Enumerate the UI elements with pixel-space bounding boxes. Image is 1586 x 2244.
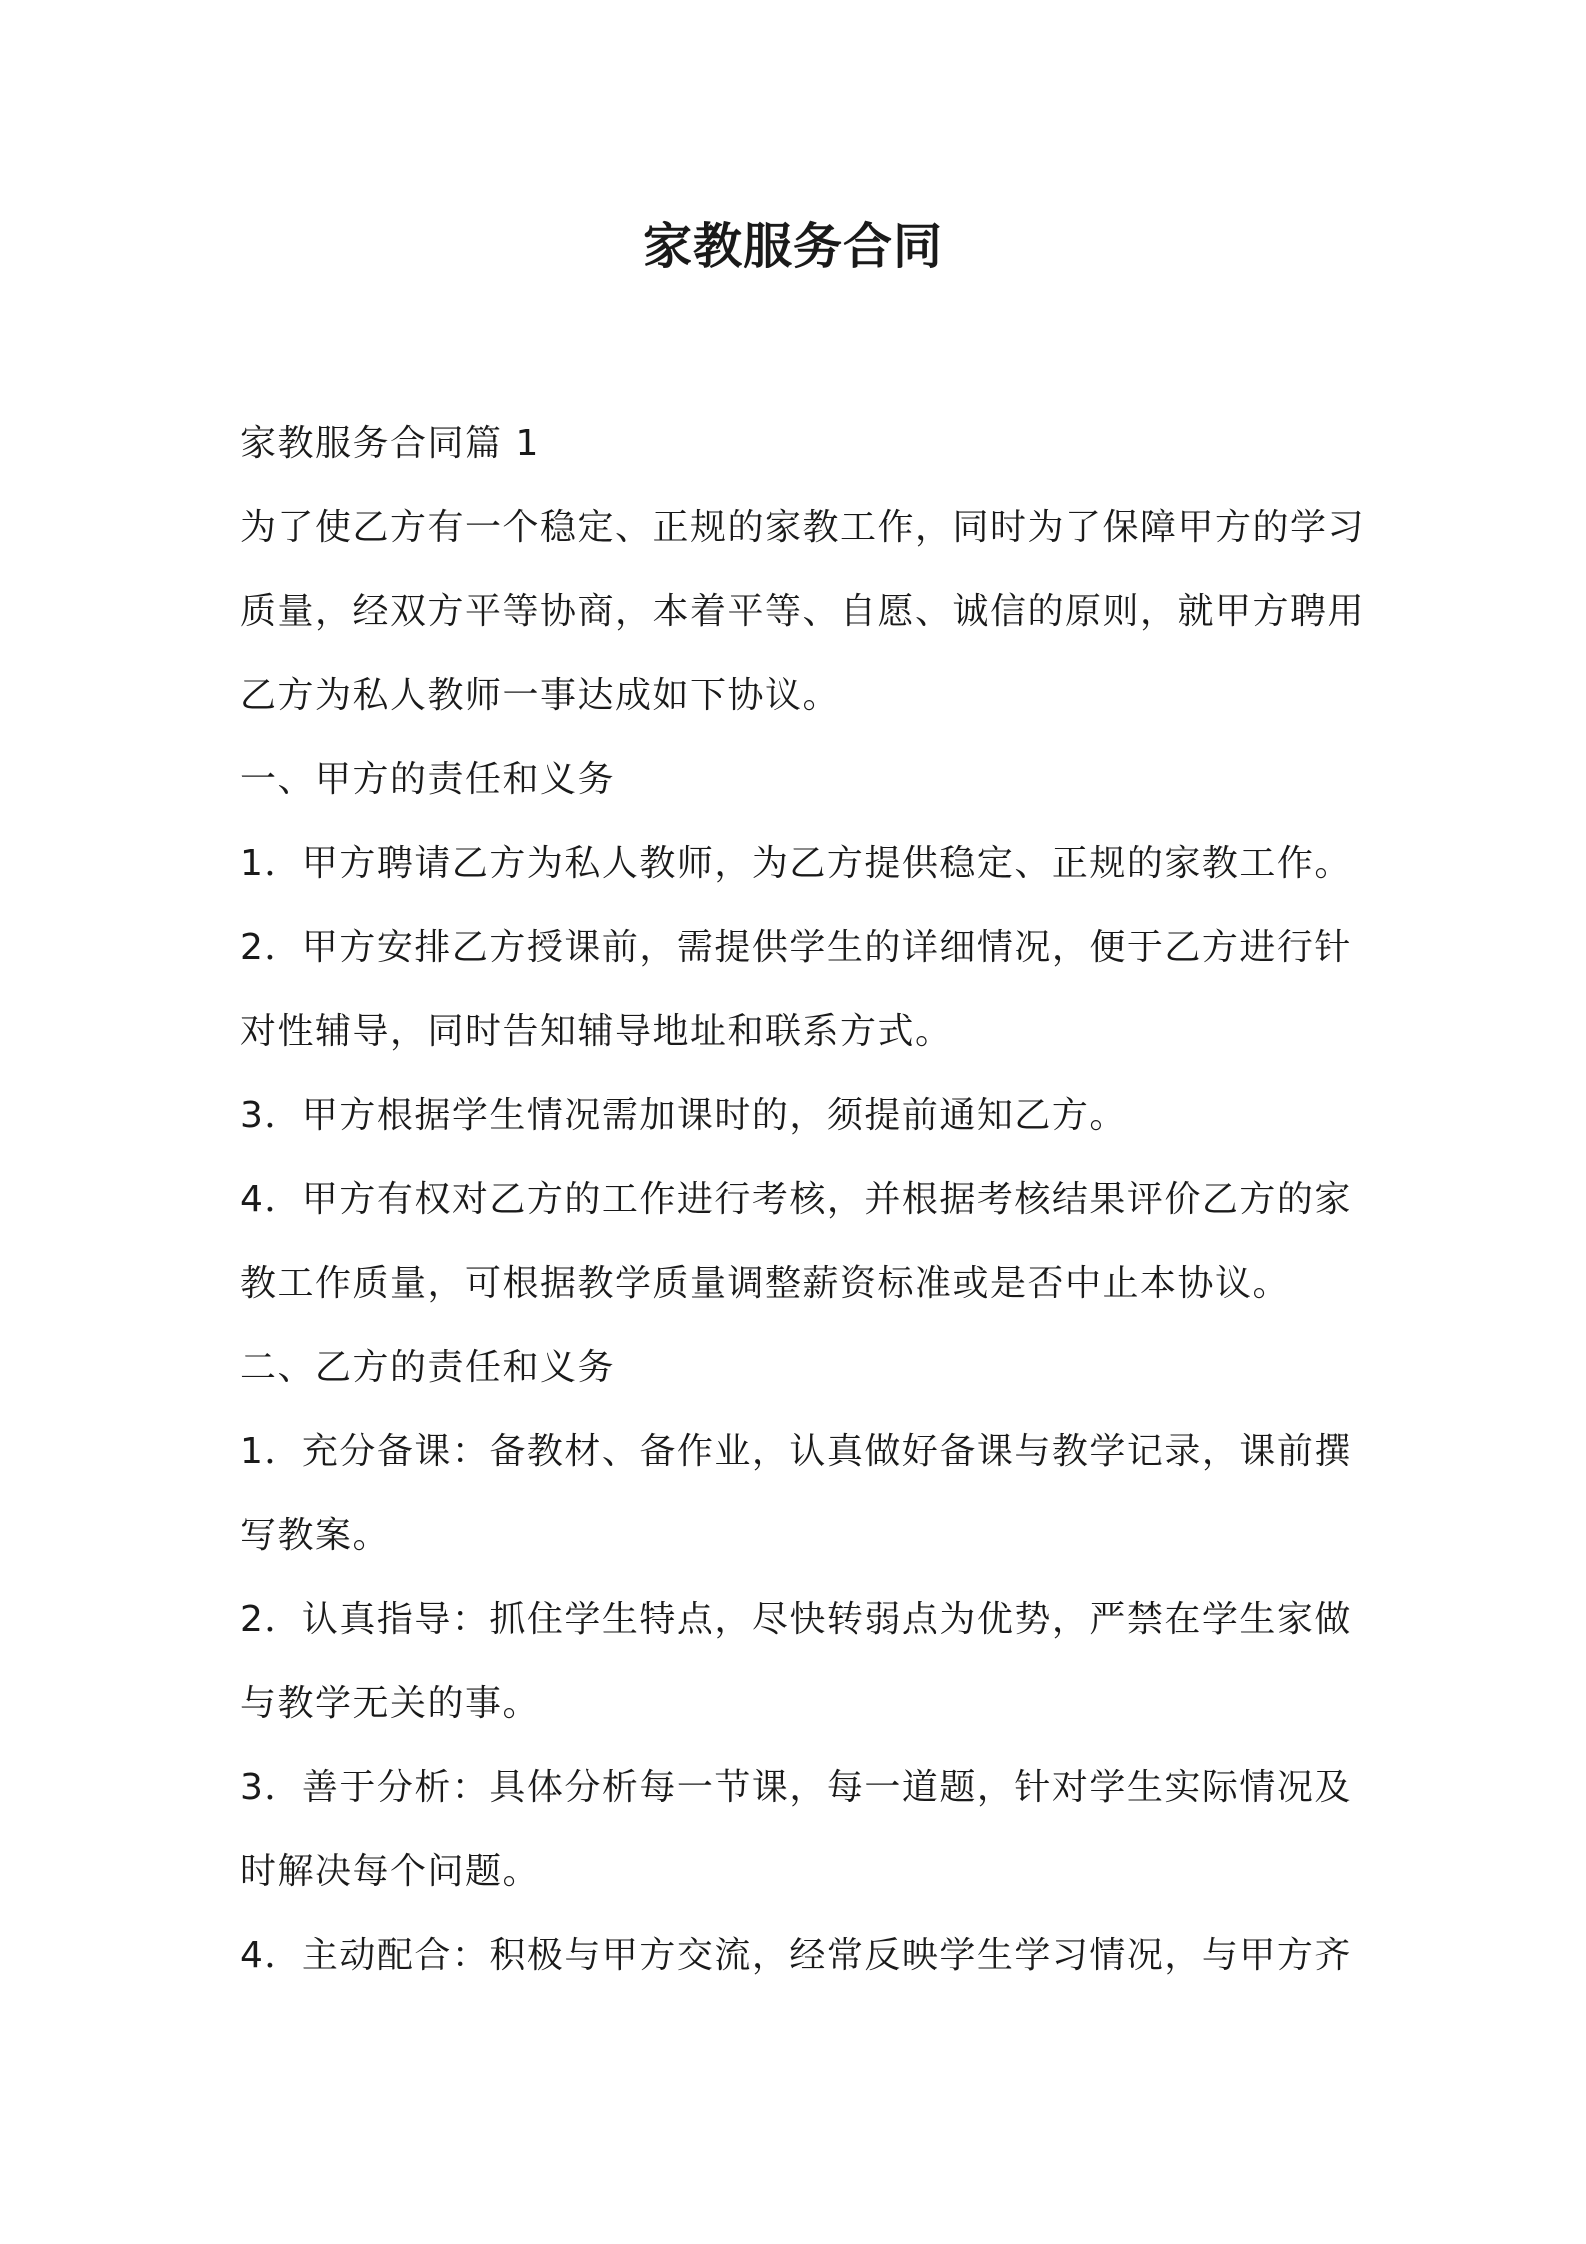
document-title: 家教服务合同 [642, 218, 943, 275]
clause-line: 2．认真指导：抓住学生特点，尽快转弱点为优势，严禁在学生家做 [240, 1599, 1352, 1640]
paragraph-line: 质量，经双方平等协商，本着平等、自愿、诚信的原则，就甲方聘用 [240, 591, 1366, 632]
clause-line: 3．甲方根据学生情况需加课时的，须提前通知乙方。 [240, 1095, 1127, 1136]
paragraph-line: 为了使乙方有一个稳定、正规的家教工作，同时为了保障甲方的学习 [240, 507, 1366, 548]
clause-line: 3．善于分析：具体分析每一节课，每一道题，针对学生实际情况及 [240, 1767, 1352, 1808]
clause-line: 2．甲方安排乙方授课前，需提供学生的详细情况，便于乙方进行针 [240, 927, 1352, 968]
clause-line: 对性辅导，同时告知辅导地址和联系方式。 [240, 1011, 953, 1052]
clause-line: 1．甲方聘请乙方为私人教师，为乙方提供稳定、正规的家教工作。 [240, 843, 1352, 884]
section-heading: 二、乙方的责任和义务 [240, 1347, 616, 1388]
clause-line: 时解决每个问题。 [240, 1851, 541, 1892]
clause-line: 4．甲方有权对乙方的工作进行考核，并根据考核结果评价乙方的家 [240, 1179, 1352, 1220]
section-heading: 一、甲方的责任和义务 [240, 759, 616, 800]
clause-line: 教工作质量，可根据教学质量调整薪资标准或是否中止本协议。 [240, 1263, 1291, 1304]
clause-line: 4．主动配合：积极与甲方交流，经常反映学生学习情况，与甲方齐 [240, 1935, 1352, 1976]
clause-line: 1．充分备课：备教材、备作业，认真做好备课与教学记录，课前撰 [240, 1431, 1352, 1472]
paragraph-line: 乙方为私人教师一事达成如下协议。 [240, 675, 841, 716]
document-body [240, 402, 1366, 1998]
clause-line: 写教案。 [240, 1515, 391, 1556]
clause-line: 与教学无关的事。 [240, 1683, 541, 1724]
section-subtitle: 家教服务合同篇 1 [240, 423, 540, 464]
